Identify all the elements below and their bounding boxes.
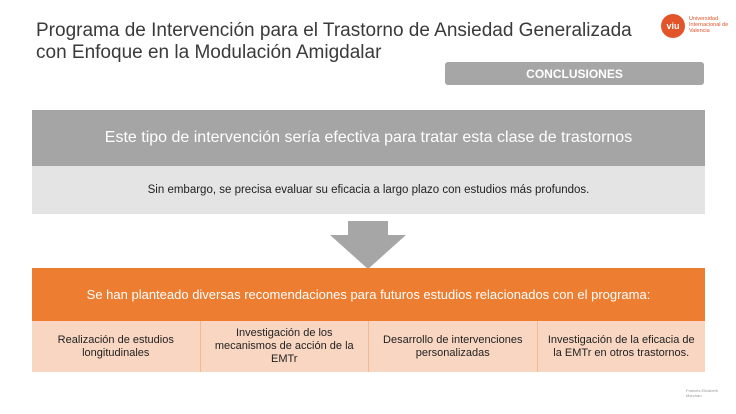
university-logo bbox=[661, 14, 731, 38]
conclusion-caveat: Sin embargo, se precisa evaluar su eficacia a largo plazo con estudios más profundos. bbox=[32, 166, 705, 214]
logo-mark: viu bbox=[661, 14, 685, 38]
conclusion-statement: Este tipo de intervención sería efectiva para tratar esta clase de trastornos bbox=[32, 110, 705, 166]
recommendation-card: Investigación de la eficacia de la EMTr en otros trastornos. bbox=[538, 321, 706, 372]
slide-title: Programa de Intervención para el Trastorno de Ansiedad Generalizada con Enfoque en la Modulación Amigdalar bbox=[36, 20, 632, 63]
recommendations-list bbox=[32, 321, 705, 372]
recommendation-card: Investigación de los mecanismos de acción de la EMTr bbox=[201, 321, 370, 372]
footer-note: Francés Elizabeth Marchan bbox=[686, 388, 719, 398]
section-tag: CONCLUSIONES bbox=[445, 62, 704, 85]
recommendations-heading: Se han planteado diversas recomendaciones para futuros estudios relacionados con el programa: bbox=[32, 268, 705, 321]
recommendation-card: Realización de estudios longitudinales bbox=[32, 321, 201, 372]
down-arrow-icon bbox=[330, 221, 406, 269]
recommendation-card: Desarrollo de intervenciones personalizadas bbox=[369, 321, 538, 372]
logo-text: Universidad Internacional de Valencia bbox=[689, 16, 729, 34]
